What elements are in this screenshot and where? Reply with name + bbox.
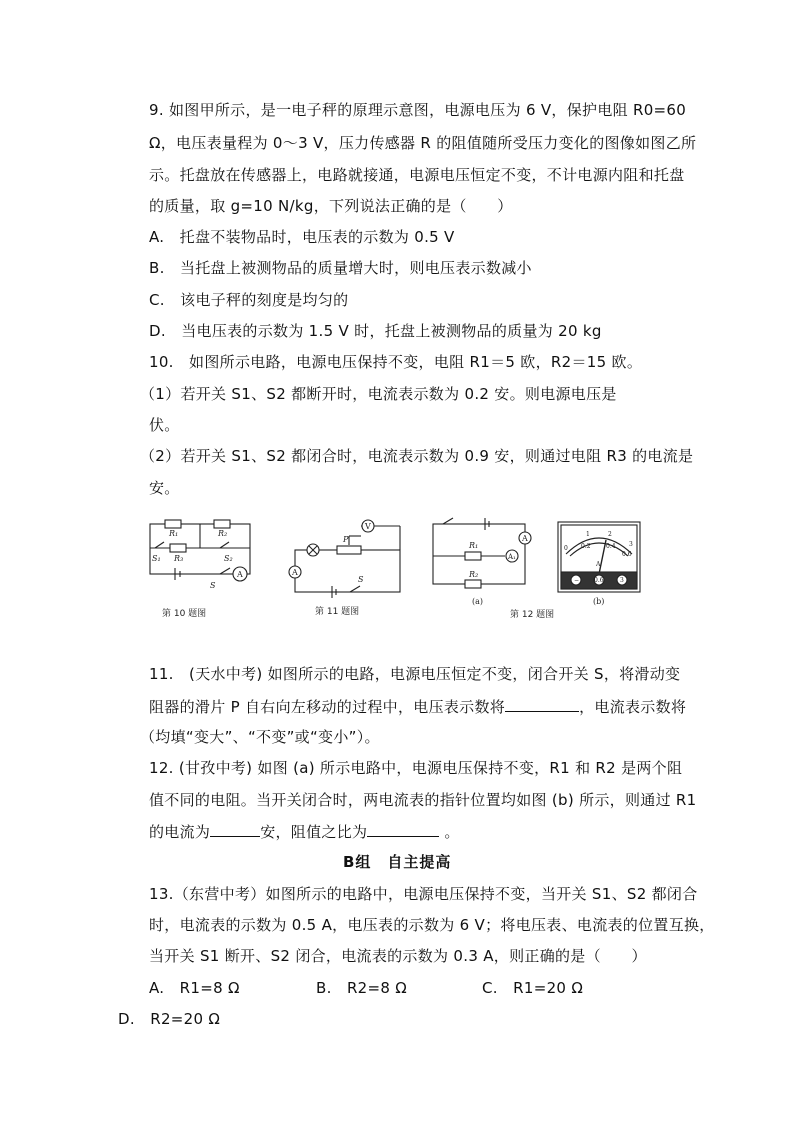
fig10-r2-label: R₂ bbox=[218, 529, 228, 538]
fig12-dial-unit: A bbox=[596, 561, 601, 568]
fig12-dial-top-2: 2 bbox=[608, 531, 612, 538]
figure-10-circuit bbox=[150, 520, 250, 581]
fig12-caption: 第 12 题图 bbox=[510, 610, 555, 620]
q10-part2-line2: 安。 bbox=[149, 479, 180, 497]
q11-stem-line2 bbox=[149, 696, 686, 717]
q11-stem-line3: （均填“变大”、“不变”或“变小”）。 bbox=[140, 728, 380, 746]
fig10-r3-resistor bbox=[170, 544, 186, 552]
fig12-dial-bottom-02: 0.2 bbox=[581, 543, 591, 550]
fig12-r2-label: R₂ bbox=[469, 570, 479, 579]
q13-option-c: C. R1=20 Ω bbox=[482, 979, 584, 997]
figure-11-circuit bbox=[289, 520, 400, 598]
fig12-r1-resistor bbox=[465, 552, 481, 560]
fig12-terminal-label-3: 3 bbox=[620, 577, 624, 584]
q12-line3-text-c: 。 bbox=[439, 823, 460, 841]
q9-option-c: C. 该电子秤的刻度是均匀的 bbox=[149, 291, 349, 309]
fig12-r2-resistor bbox=[465, 580, 481, 588]
fig10-s1-label: S₁ bbox=[152, 554, 161, 563]
q13-stem-line3: 当开关 S1 断开、S2 闭合，电流表的示数为 0.3 A，则正确的是（ ） bbox=[149, 947, 647, 965]
q10-stem-line1: 10. 如图所示电路，电源电压保持不变，电阻 R1＝5 欧，R2＝15 欧。 bbox=[149, 353, 643, 371]
fig10-caption: 第 10 题图 bbox=[162, 609, 207, 619]
q12-stem-line1: 12. (甘孜中考) 如图 (a) 所示电路中，电源电压保持不变，R1 和 R2 是两个阻 bbox=[149, 759, 683, 777]
q9-option-a: A. 托盘不装物品时，电压表的示数为 0.5 V bbox=[149, 228, 455, 246]
fig10-s1-switch bbox=[155, 542, 164, 548]
q9-stem-line3: 示。托盘放在传感器上，电路就接通，电源电压恒定不变，不计电源内阻和托盘 bbox=[149, 166, 685, 184]
section-b-title: B组 自主提高 bbox=[343, 853, 452, 871]
q12-blank-ratio[interactable] bbox=[367, 821, 439, 837]
q11-line2-text-a: 阻器的滑片 P 自右向左移动的过程中，电压表示数将 bbox=[149, 698, 506, 716]
q13-stem-line1: 13.（东营中考）如图所示的电路中，电源电压保持不变，当开关 S1、S2 都闭合 bbox=[149, 885, 698, 903]
fig10-r1-label: R₁ bbox=[169, 529, 179, 538]
q9-stem-line1: 9. 如图甲所示，是一电子秤的原理示意图，电源电压为 6 V，保护电阻 R0=60 bbox=[149, 101, 687, 119]
q12-stem-line3 bbox=[149, 821, 460, 842]
figure-12a-circuit bbox=[433, 518, 531, 588]
q13-option-b: B. R2=8 Ω bbox=[316, 979, 408, 997]
fig12-label-a: (a) bbox=[472, 597, 484, 606]
fig11-v-label: V bbox=[365, 522, 371, 531]
fig11-caption: 第 11 题图 bbox=[315, 607, 360, 617]
fig11-rheostat bbox=[337, 546, 361, 554]
q10-part1-line2: 伏。 bbox=[149, 416, 180, 434]
fig12-dial-bottom-06: 0.6 bbox=[622, 551, 632, 558]
fig11-s-label: S bbox=[358, 575, 364, 584]
q12-line3-text-a: 的电流为 bbox=[149, 823, 211, 841]
fig12-dial-bottom-04: 0.4 bbox=[606, 543, 616, 550]
fig11-a-label: A bbox=[292, 568, 298, 577]
fig12-a1-label: A₁ bbox=[508, 553, 516, 561]
q11-line2-text-b: ，电流表示数将 bbox=[579, 698, 687, 716]
q9-stem-line4: 的质量，取 g=10 N/kg，下列说法正确的是（ ） bbox=[149, 197, 513, 215]
fig10-s2-label: S₂ bbox=[224, 554, 233, 563]
fig12-label-b: (b) bbox=[593, 597, 605, 606]
fig10-ammeter-label: A bbox=[237, 570, 243, 579]
fig12-r1-label: R₁ bbox=[469, 541, 479, 550]
figures-row bbox=[140, 516, 660, 624]
fig12-dial-top-1: 1 bbox=[586, 531, 590, 538]
q11-stem-line1: 11. (天水中考) 如图所示的电路，电源电压恒定不变，闭合开关 S，将滑动变 bbox=[149, 665, 681, 683]
q9-option-b: B. 当托盘上被测物品的质量增大时，则电压表示数减小 bbox=[149, 259, 532, 277]
q11-blank-voltage[interactable] bbox=[505, 696, 579, 712]
fig10-r3-label: R₃ bbox=[174, 554, 184, 563]
fig10-r2-resistor bbox=[214, 520, 230, 528]
fig10-s-switch bbox=[220, 568, 230, 574]
q13-option-d: D. R2=20 Ω bbox=[118, 1010, 221, 1028]
fig10-r1-resistor bbox=[165, 520, 181, 528]
fig12-terminal-label-06: 0.6 bbox=[594, 577, 604, 584]
fig12-dial-zero: 0 bbox=[564, 545, 568, 552]
fig11-switch bbox=[350, 586, 360, 592]
q13-stem-line2: 时，电流表的示数为 0.5 A，电压表的示数为 6 V；将电压表、电流表的位置互换， bbox=[149, 916, 715, 934]
q12-line3-text-b: 安，阻值之比为 bbox=[260, 823, 368, 841]
q12-stem-line2: 值不同的电阻。当开关闭合时，两电流表的指针位置均如图 (b) 所示，则通过 R1 bbox=[149, 791, 697, 809]
fig12-dial-top-3: 3 bbox=[629, 541, 633, 548]
fig12-terminal-label-neg: − bbox=[574, 577, 580, 584]
q10-part1-line1: （1）若开关 S1、S2 都断开时，电流表示数为 0.2 安。则电源电压是 bbox=[140, 385, 617, 403]
fig10-s-label: S bbox=[210, 581, 216, 590]
q9-stem-line2: Ω，电压表量程为 0～3 V，压力传感器 R 的阻值随所受压力变化的图像如图乙所 bbox=[149, 134, 697, 152]
fig12-switch bbox=[443, 518, 453, 524]
fig10-s2-switch bbox=[220, 542, 229, 548]
q9-option-d: D. 当电压表的示数为 1.5 V 时，托盘上被测物品的质量为 20 kg bbox=[149, 322, 602, 340]
q13-option-a: A. R1=8 Ω bbox=[149, 979, 240, 997]
q10-part2-line1: （2）若开关 S1、S2 都闭合时，电流表示数为 0.9 安，则通过电阻 R3 的电流是 bbox=[140, 447, 694, 465]
fig12-a-label: A bbox=[522, 534, 528, 543]
fig11-p-label: P bbox=[343, 535, 349, 544]
q12-blank-current[interactable] bbox=[210, 821, 260, 837]
